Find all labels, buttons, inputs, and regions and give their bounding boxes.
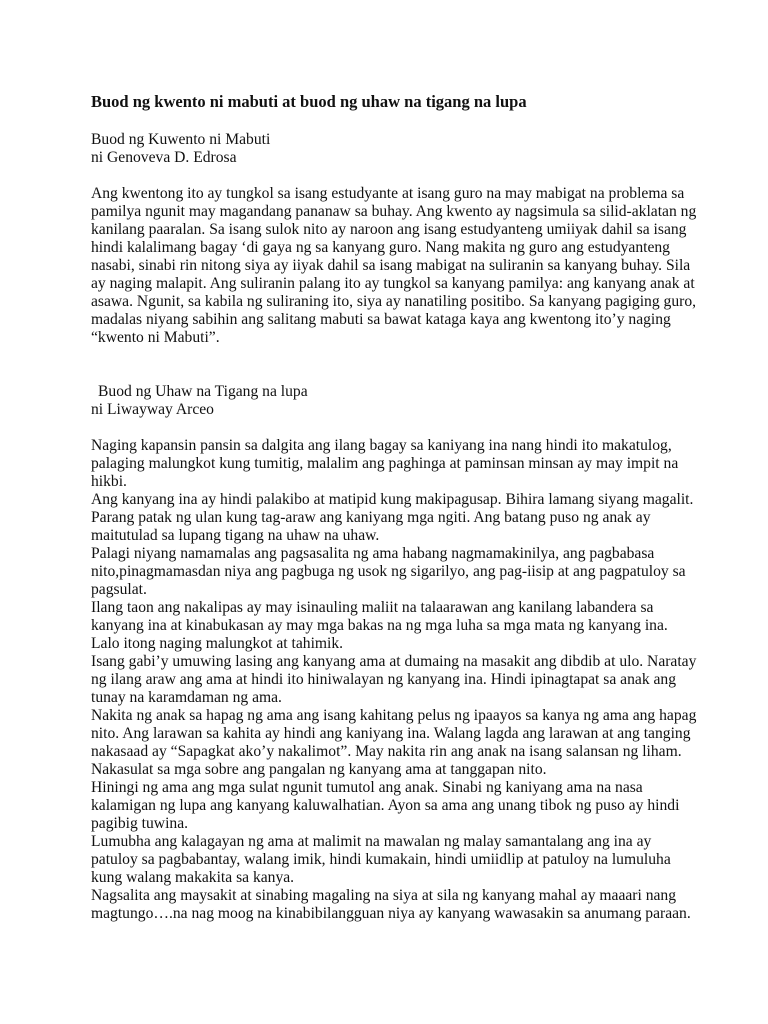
story1-text-line: hindi kalalimang bagay ‘di gaya ng sa kanyang guro. Nang makita ng guro ang estudyanteng <box>91 239 670 256</box>
story2-text-line: Hiningi ng ama ang mga sulat ngunit tumutol ang anak. Sinabi ng kaniyang ama na nasa <box>91 779 643 796</box>
story2-text-line: Ilang taon ang nakalipas ay may isinauling maliit na talaarawan ang kanilang labandera sa <box>91 599 654 616</box>
story1-text-line: kanilang paaralan. Sa isang sulok nito ay naroon ang isang estudyanteng umiiyak dahil sa isang <box>91 221 687 238</box>
story1-body <box>91 185 697 347</box>
story2-text-line: kung walang makakita sa kanya. <box>91 869 295 886</box>
story2-text-line: kanyang ina at kinabukasan ay may mga bakas na ng mga luha sa mga mata ng kanyang ina. <box>91 617 668 634</box>
section-spacer <box>91 347 691 383</box>
story2-text-line: tunay na karamdaman ng ama. <box>91 689 282 706</box>
story2-text-line: Isang gabi’y umuwing lasing ang kanyang ama at dumaing na masakit ang dibdib at ulo. Naratay <box>91 653 697 670</box>
story2-text-line: patuloy sa pagbabantay, walang imik, hindi kumakain, hindi umiidlip at patuloy na lumuluha <box>91 851 671 868</box>
story2-text-line: nito. Ang larawan sa kahita ay hindi ang kaniyang ina. Walang lagda ang larawan at ang tanging <box>91 725 691 742</box>
story2-text-line: Lalo itong naging malungkot at tahimik. <box>91 635 344 652</box>
story2-text-line: Naging kapansin pansin sa dalgita ang ilang bagay sa kaniyang ina nang hindi ito makatulog, <box>91 437 672 454</box>
story2-text-line: Nagsalita ang maysakit at sinabing magaling na siya at sila ng kanyang mahal ay maaari nang <box>91 887 677 904</box>
story1-author: ni Genoveva D. Edrosa <box>91 149 237 166</box>
story2-text-line: pagsulat. <box>91 581 147 598</box>
story2-text-line: kalamigan ng lupa ang kanyang kaluwalhatian. Ayon sa ama ang unang tibok ng puso ay hindi <box>91 797 680 814</box>
story2-body <box>91 437 697 923</box>
story1-heading: Buod ng Kuwento ni Mabuti <box>91 131 271 148</box>
story2-text-line: magtungo….na nag moog na kinabibilangguan niya ay kanyang wawasakin sa anumang paraan. <box>91 905 691 922</box>
story2-text-line: pagibig tuwina. <box>91 815 189 832</box>
story1-text-line: asawa. Ngunit, sa kabila ng suliraning ito, siya ay nanatiling positibo. Sa kanyang pagiging guro, <box>91 293 697 310</box>
story1-text-line: nasabi, sinabi rin nitong siya ay iiyak dahil sa isang mabigat na suliranin sa kanyang buhay. Sila <box>91 257 691 274</box>
story2-text-line: Ang kanyang ina ay hindi palakibo at matipid kung makipagusap. Bihira lamang siyang magalit. <box>91 491 694 508</box>
story1-text-line: pamilya ngunit may magandang pananaw sa buhay. Ang kwento ay nagsimula sa silid-aklatan ng <box>91 203 697 220</box>
story1-text-line: madalas niyang sabihin ang salitang mabuti sa bawat kataga kaya ang kwentong ito’y naging <box>91 311 671 328</box>
document-title: Buod ng kwento ni mabuti at buod ng uhaw na tigang na lupa <box>91 92 527 111</box>
story2-text-line: hikbi. <box>91 473 127 490</box>
story2-text-line: Palagi niyang namamalas ang pagsasalita ng ama habang nagmamakinilya, ang pagbabasa <box>91 545 655 562</box>
story2-text-line: Nakita ng anak sa hapag ng ama ang isang kahitang pelus ng ipaayos sa kanya ng ama ang hapag <box>91 707 697 724</box>
story2-text-line: nito,pinagmamasdan niya ang pagbuga ng usok ng sigarilyo, ang pag-iisip at ang pagpatuloy sa <box>91 563 686 580</box>
story2-heading: Buod ng Uhaw na Tigang na lupa <box>98 383 308 400</box>
story2-text-line: palaging malungkot kung tumitig, malalim ang paghinga at paminsan minsan ay may impit na <box>91 455 679 472</box>
story2-text-line: Parang patak ng ulan kung tag-araw ang kaniyang mga ngiti. Ang batang puso ng anak ay <box>91 509 651 526</box>
story2-text-line: nakasaad ay “Sapagkat ako’y nakalimot”. May nakita rin ang anak na isang salansan ng liham. <box>91 743 682 760</box>
story2-text-line: maitutulad sa lupang tigang na uhaw na uhaw. <box>91 527 380 544</box>
story1-text-line: Ang kwentong ito ay tungkol sa isang estudyante at isang guro na may mabigat na problema sa <box>91 185 685 202</box>
story2-text-line: Lumubha ang kalagayan ng ama at malimit na mawalan ng malay samantalang ang ina ay <box>91 833 652 850</box>
story1-text-line: ay naging malapit. Ang suliranin palang ito ay tungkol sa kanyang pamilya: ang kanyang anak at <box>91 275 695 292</box>
document-page <box>91 92 697 923</box>
story2-text-line: ng ilang araw ang ama at hindi ito hiniwalayan ng kanyang ina. Hindi ipinagtapat sa anak ang <box>91 671 677 688</box>
story1-text-line: “kwento ni Mabuti”. <box>91 329 220 346</box>
story2-text-line: Nakasulat sa mga sobre ang pangalan ng kanyang ama at tanggapan nito. <box>91 761 547 778</box>
story2-author: ni Liwayway Arceo <box>91 401 214 418</box>
